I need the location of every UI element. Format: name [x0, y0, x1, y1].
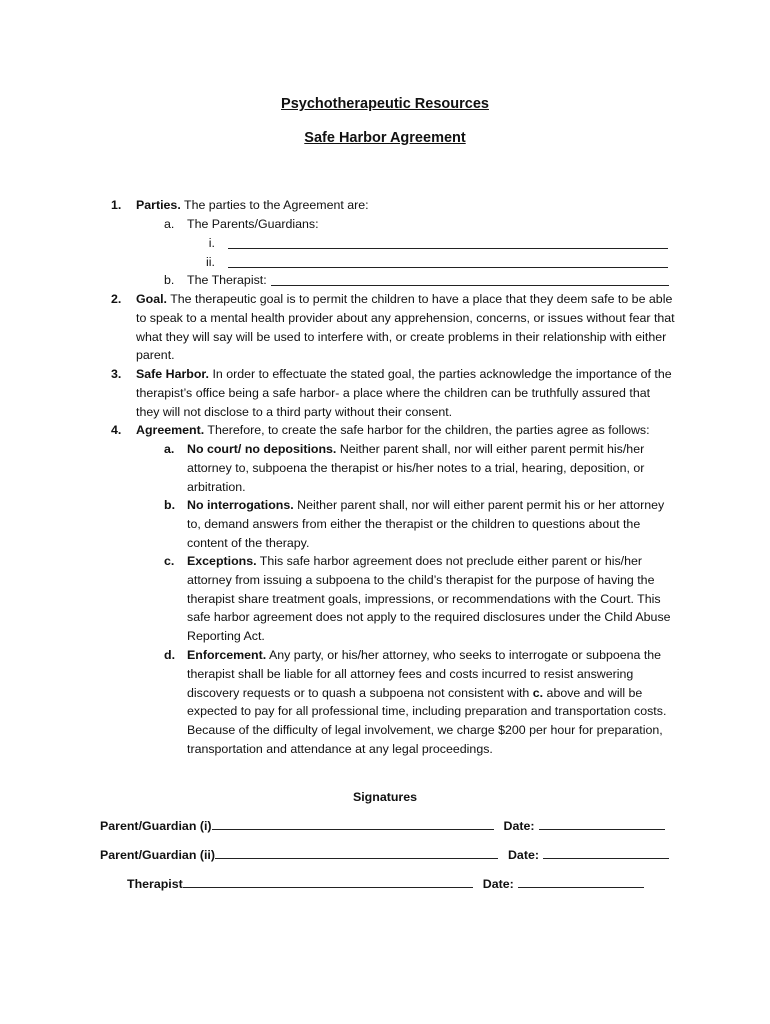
item-text: Neither parent shall, nor will either parent permit his/her attorney to, subpoena the therapist or his/her notes to a trial, hearing, deposition, or arbitration. [187, 442, 645, 494]
agreement-letter: c. [164, 554, 175, 568]
signatures-heading: Signatures [352, 790, 418, 804]
section-goal [136, 290, 676, 365]
agreement-letter: d. [164, 648, 176, 662]
section-text: The parties to the Agreement are: [180, 198, 369, 212]
agreement-item-exceptions [187, 552, 679, 646]
section-agreement [136, 421, 676, 440]
item-text: above and will be expected to pay for all professional time, including preparation and transportation costs. Because of the difficulty of legal involvement, we charge $200 per hour for preparation, transportation and attendance at any legal proceedings. [187, 685, 667, 756]
agreement-item-no-court [187, 440, 679, 496]
parties-a-text: The Parents/Guardians: [187, 217, 319, 231]
parent-i-blank-line[interactable] [228, 236, 668, 249]
item-heading: No interrogations. [187, 498, 294, 512]
item-reference: c. [532, 685, 544, 700]
section-heading: Parties. [136, 198, 181, 212]
agreement-item-no-interrogations [187, 496, 679, 552]
signature-label: Parent/Guardian (i) [100, 819, 212, 833]
item-heading: Enforcement. [187, 648, 267, 662]
roman-numeral-ii: ii. [206, 255, 215, 269]
agreement-letter: a. [164, 442, 175, 456]
section-heading: Goal. [136, 292, 167, 306]
signature-label: Parent/Guardian (ii) [100, 848, 215, 862]
signature-label: Therapist [127, 877, 183, 891]
section-number: 1. [111, 198, 122, 212]
therapist-blank-line[interactable] [271, 273, 669, 286]
signature-row-parent-ii [100, 846, 669, 865]
section-number: 3. [111, 367, 122, 381]
section-heading: Agreement. [136, 423, 205, 437]
document-title: Psychotherapeutic Resources [281, 96, 489, 112]
signature-line[interactable] [215, 846, 498, 859]
parties-a-letter: a. [164, 217, 175, 231]
date-line[interactable] [543, 846, 669, 859]
item-heading: Exceptions. [187, 554, 257, 568]
section-heading: Safe Harbor. [136, 367, 209, 381]
parties-b-text: The Therapist: [187, 273, 267, 287]
item-text: Any party, or his/her attorney, who seeks to interrogate or subpoena the therapist shall be liable for all attorney fees and costs incurred to resist answering discovery requests or to quash a subpoena not consistent with [187, 648, 662, 700]
parent-ii-blank-line[interactable] [228, 255, 668, 268]
signature-row-parent-i [100, 817, 665, 836]
item-text: This safe harbor agreement does not preclude either parent or his/her attorney from issuing a subpoena to the child’s therapist for the purpose of having the therapist share treatment goals, impressions, or recommendations with the Court. This safe harbor agreement does not apply to the required disclosures under the Child Abuse Reporting Act. [187, 554, 671, 644]
section-text: In order to effectuate the stated goal, the parties acknowledge the importance of the therapist’s office being a safe harbor- a place where the children can be truthfully assured that they will not disclose to a third party without their consent. [136, 367, 672, 419]
parties-b-letter: b. [164, 273, 175, 287]
item-heading: No court/ no depositions. [187, 442, 337, 456]
signature-line[interactable] [212, 817, 494, 830]
signature-row-therapist [127, 875, 644, 894]
section-number: 2. [111, 292, 122, 306]
date-label: Date: [507, 848, 539, 862]
date-line[interactable] [518, 875, 644, 888]
item-text: Neither parent shall, nor will either parent permit his or her attorney to, demand answers from either the therapist or the children to questions about the content of the therapy. [187, 498, 665, 550]
document-subtitle: Safe Harbor Agreement [304, 130, 466, 146]
agreement-letter: b. [164, 498, 176, 512]
date-label: Date: [482, 877, 514, 891]
section-parties [136, 196, 676, 215]
agreement-item-enforcement [187, 646, 679, 759]
section-text: The therapeutic goal is to permit the children to have a place that they deem safe to be able to speak to a mental health provider about any apprehension, concerns, or issues without fear that what they will say will be used to interfere with, or create problems in their relationship with either parent. [136, 292, 675, 363]
section-number: 4. [111, 423, 122, 437]
signature-line[interactable] [183, 875, 473, 888]
section-text: Therefore, to create the safe harbor for the children, the parties agree as follows: [204, 423, 650, 437]
date-line[interactable] [539, 817, 665, 830]
roman-numeral-i: i. [208, 236, 215, 250]
section-safe-harbor [136, 365, 676, 421]
date-label: Date: [503, 819, 535, 833]
